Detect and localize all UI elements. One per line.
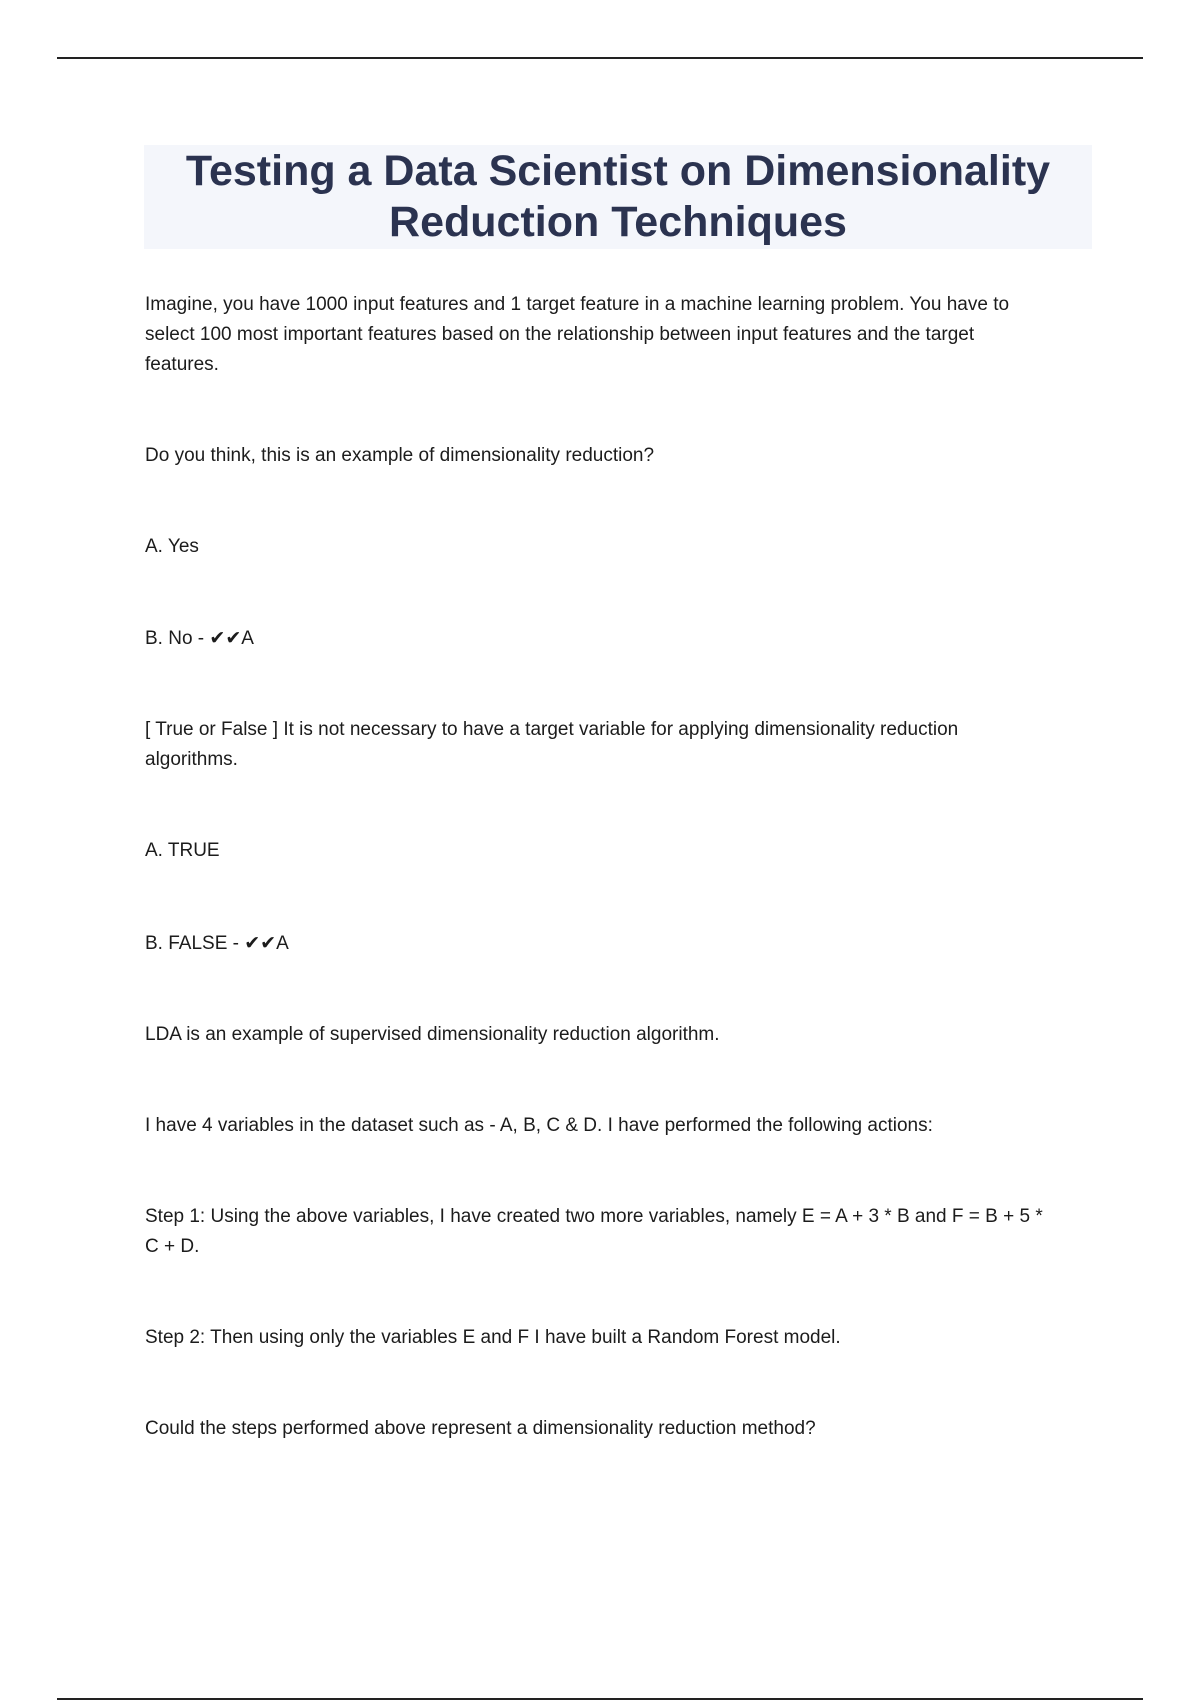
q3-statement xyxy=(145,1020,1095,1050)
top-rule xyxy=(57,57,1143,59)
title-banner xyxy=(144,145,1092,249)
q2-statement-line-1: [ True or False ] It is not necessary to have a target variable for applying dimensionality reduction xyxy=(145,719,959,740)
q3-statement-text: LDA is an example of supervised dimensionality reduction algorithm. xyxy=(145,1024,720,1045)
q4-step-2-text: Step 2: Then using only the variables E and F I have built a Random Forest model. xyxy=(145,1327,841,1348)
q4-step-1-line-1: Step 1: Using the above variables, I have created two more variables, namely E = A + 3 * B and F = B + 5 * xyxy=(145,1206,1043,1227)
q4-intro xyxy=(145,1111,1095,1141)
q1-question xyxy=(145,441,1095,471)
q2-option-a xyxy=(145,836,1095,866)
q2-statement-line-2: algorithms. xyxy=(145,749,238,770)
q2-option-b-text: B. FALSE - ✔✔A xyxy=(145,933,289,954)
q1-intro-line-2: select 100 most important features based on the relationship between input features and the target xyxy=(145,324,975,345)
q2-statement xyxy=(145,715,1095,775)
q4-question-text: Could the steps performed above represent a dimensionality reduction method? xyxy=(145,1418,816,1439)
page-title-line-1: Testing a Data Scientist on Dimensionality xyxy=(185,147,1051,195)
q4-question xyxy=(145,1414,1095,1444)
q1-intro-paragraph xyxy=(145,290,1095,380)
q2-option-a-text: A. TRUE xyxy=(145,840,220,861)
q1-question-text: Do you think, this is an example of dimensionality reduction? xyxy=(145,445,655,466)
q1-option-a xyxy=(145,532,1095,562)
q2-option-b xyxy=(145,929,1095,959)
q4-step-1-line-2: C + D. xyxy=(145,1236,200,1257)
q4-step-2 xyxy=(145,1323,1095,1353)
q4-intro-text: I have 4 variables in the dataset such as - A, B, C & D. I have performed the following actions: xyxy=(145,1115,933,1136)
q4-step-1 xyxy=(145,1202,1095,1262)
q1-intro-line-1: Imagine, you have 1000 input features and 1 target feature in a machine learning problem. You have to xyxy=(145,294,1010,315)
q1-option-b-text: B. No - ✔✔A xyxy=(145,628,254,649)
q1-intro-line-3: features. xyxy=(145,354,219,375)
page-title-line-2: Reduction Techniques xyxy=(389,198,847,246)
q1-option-b xyxy=(145,624,1095,654)
q1-option-a-text: A. Yes xyxy=(145,536,199,557)
